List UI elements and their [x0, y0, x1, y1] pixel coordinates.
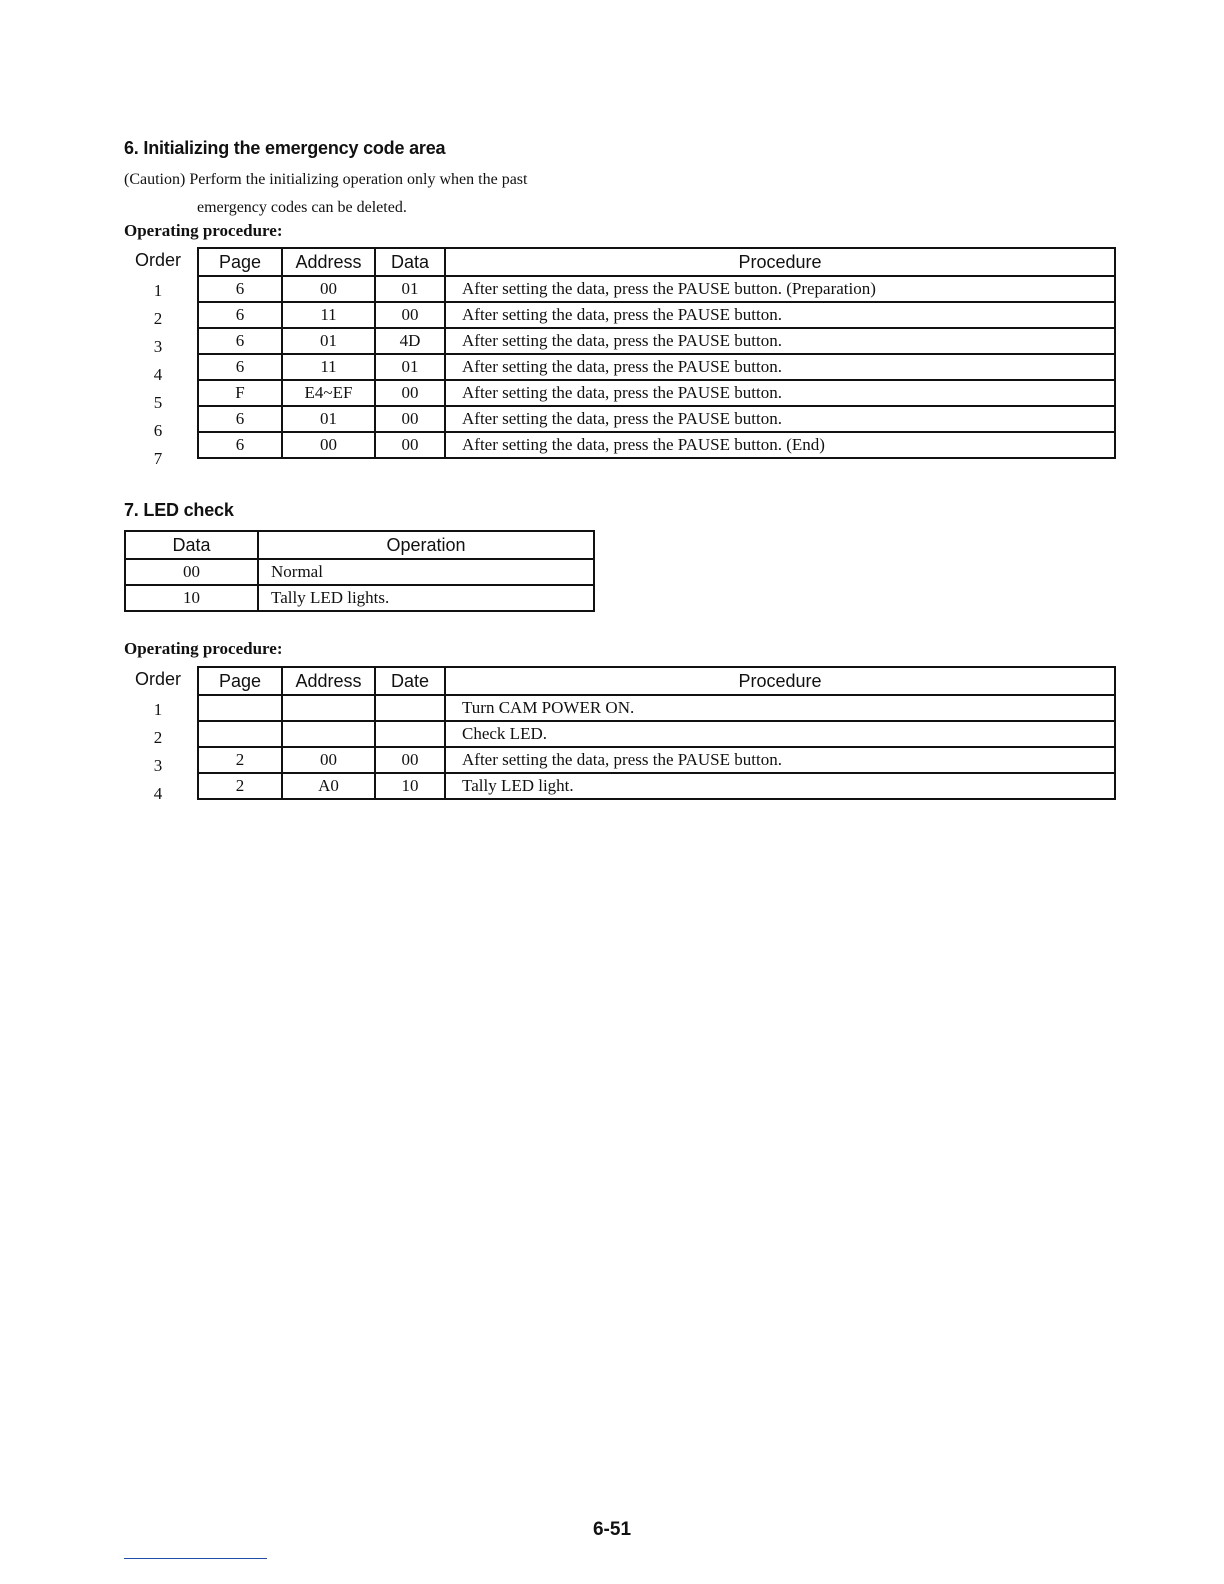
table-row — [198, 773, 1115, 799]
table-row — [198, 302, 1115, 328]
caution-note — [124, 166, 527, 222]
cell-procedure: After setting the data, press the PAUSE button. — [445, 328, 1115, 354]
cell-procedure: Turn CAM POWER ON. — [445, 695, 1115, 721]
cell-data: 00 — [375, 432, 445, 458]
cell-address: 00 — [282, 276, 375, 302]
led-check-procedure-table — [197, 666, 1116, 800]
footer-divider — [124, 1558, 267, 1559]
cell-procedure: After setting the data, press the PAUSE button. — [445, 380, 1115, 406]
caution-line-2: emergency codes can be deleted. — [197, 199, 407, 216]
cell-operation: Normal — [258, 559, 594, 585]
order-header: Order — [134, 669, 181, 689]
order-number: 3 — [153, 337, 163, 356]
cell-data: 4D — [375, 328, 445, 354]
cell-procedure: After setting the data, press the PAUSE button. — [445, 747, 1115, 773]
cell-data: 01 — [375, 276, 445, 302]
cell-data: 00 — [375, 747, 445, 773]
table-row — [198, 721, 1115, 747]
cell-procedure: After setting the data, press the PAUSE button. — [445, 406, 1115, 432]
order-number: 4 — [153, 365, 163, 384]
section-7-title: 7. LED check — [124, 500, 234, 520]
cell-address: E4~EF — [282, 380, 375, 406]
cell-procedure: After setting the data, press the PAUSE button. (Preparation) — [445, 276, 1115, 302]
emergency-code-procedure-table — [197, 247, 1116, 459]
cell-page: 6 — [198, 354, 282, 380]
table-row — [198, 695, 1115, 721]
column-header-operation: Operation — [258, 531, 594, 559]
table-row — [198, 276, 1115, 302]
cell-data: 00 — [375, 406, 445, 432]
column-header-page: Page — [198, 667, 282, 695]
cell-procedure: After setting the data, press the PAUSE button. (End) — [445, 432, 1115, 458]
column-header-data: Data — [375, 248, 445, 276]
section-6-title: 6. Initializing the emergency code area — [124, 138, 446, 158]
operating-procedure-heading-1: Operating procedure: — [124, 221, 283, 240]
cell-address: 00 — [282, 432, 375, 458]
cell-data — [375, 695, 445, 721]
cell-data — [375, 721, 445, 747]
cell-procedure: Tally LED light. — [445, 773, 1115, 799]
column-header-data: Data — [125, 531, 258, 559]
cell-data: 00 — [125, 559, 258, 585]
cell-address: 11 — [282, 354, 375, 380]
cell-data: 10 — [375, 773, 445, 799]
order-number: 7 — [153, 449, 163, 468]
table-header-row — [198, 248, 1115, 276]
cell-page: 6 — [198, 432, 282, 458]
order-number: 1 — [153, 700, 163, 719]
caution-line-1: (Caution) Perform the initializing operation only when the past — [124, 171, 528, 188]
cell-procedure: Check LED. — [445, 721, 1115, 747]
page-number: 6-51 — [592, 1519, 632, 1540]
order-number: 2 — [153, 728, 163, 747]
cell-procedure: After setting the data, press the PAUSE button. — [445, 354, 1115, 380]
cell-page: F — [198, 380, 282, 406]
order-column-1 — [123, 247, 193, 473]
cell-page: 6 — [198, 276, 282, 302]
cell-page: 2 — [198, 773, 282, 799]
led-data-table — [124, 530, 595, 612]
cell-operation: Tally LED lights. — [258, 585, 594, 611]
cell-address: 01 — [282, 328, 375, 354]
cell-procedure: After setting the data, press the PAUSE button. — [445, 302, 1115, 328]
column-header-date: Date — [375, 667, 445, 695]
order-number: 3 — [153, 756, 163, 775]
column-header-address: Address — [282, 248, 375, 276]
table-row — [198, 354, 1115, 380]
cell-address — [282, 695, 375, 721]
cell-page: 6 — [198, 406, 282, 432]
order-number: 1 — [153, 281, 163, 300]
column-header-procedure: Procedure — [445, 248, 1115, 276]
order-number: 4 — [153, 784, 163, 803]
order-header: Order — [134, 250, 181, 270]
table-row — [125, 585, 594, 611]
order-number: 6 — [153, 421, 163, 440]
cell-address — [282, 721, 375, 747]
table-row — [198, 432, 1115, 458]
cell-page: 6 — [198, 328, 282, 354]
cell-page: 2 — [198, 747, 282, 773]
operating-procedure-heading-2: Operating procedure: — [124, 639, 283, 658]
cell-data: 01 — [375, 354, 445, 380]
order-column-2 — [123, 666, 193, 808]
cell-address: 01 — [282, 406, 375, 432]
cell-address: A0 — [282, 773, 375, 799]
cell-data: 00 — [375, 302, 445, 328]
order-number: 2 — [153, 309, 163, 328]
cell-address: 11 — [282, 302, 375, 328]
table-row — [198, 406, 1115, 432]
column-header-address: Address — [282, 667, 375, 695]
table-row — [198, 380, 1115, 406]
cell-page — [198, 695, 282, 721]
column-header-page: Page — [198, 248, 282, 276]
cell-address: 00 — [282, 747, 375, 773]
order-number: 5 — [153, 393, 163, 412]
cell-data: 10 — [125, 585, 258, 611]
cell-page: 6 — [198, 302, 282, 328]
cell-data: 00 — [375, 380, 445, 406]
table-header-row — [198, 667, 1115, 695]
table-row — [198, 328, 1115, 354]
table-header-row — [125, 531, 594, 559]
table-row — [198, 747, 1115, 773]
table-row — [125, 559, 594, 585]
cell-page — [198, 721, 282, 747]
column-header-procedure: Procedure — [445, 667, 1115, 695]
